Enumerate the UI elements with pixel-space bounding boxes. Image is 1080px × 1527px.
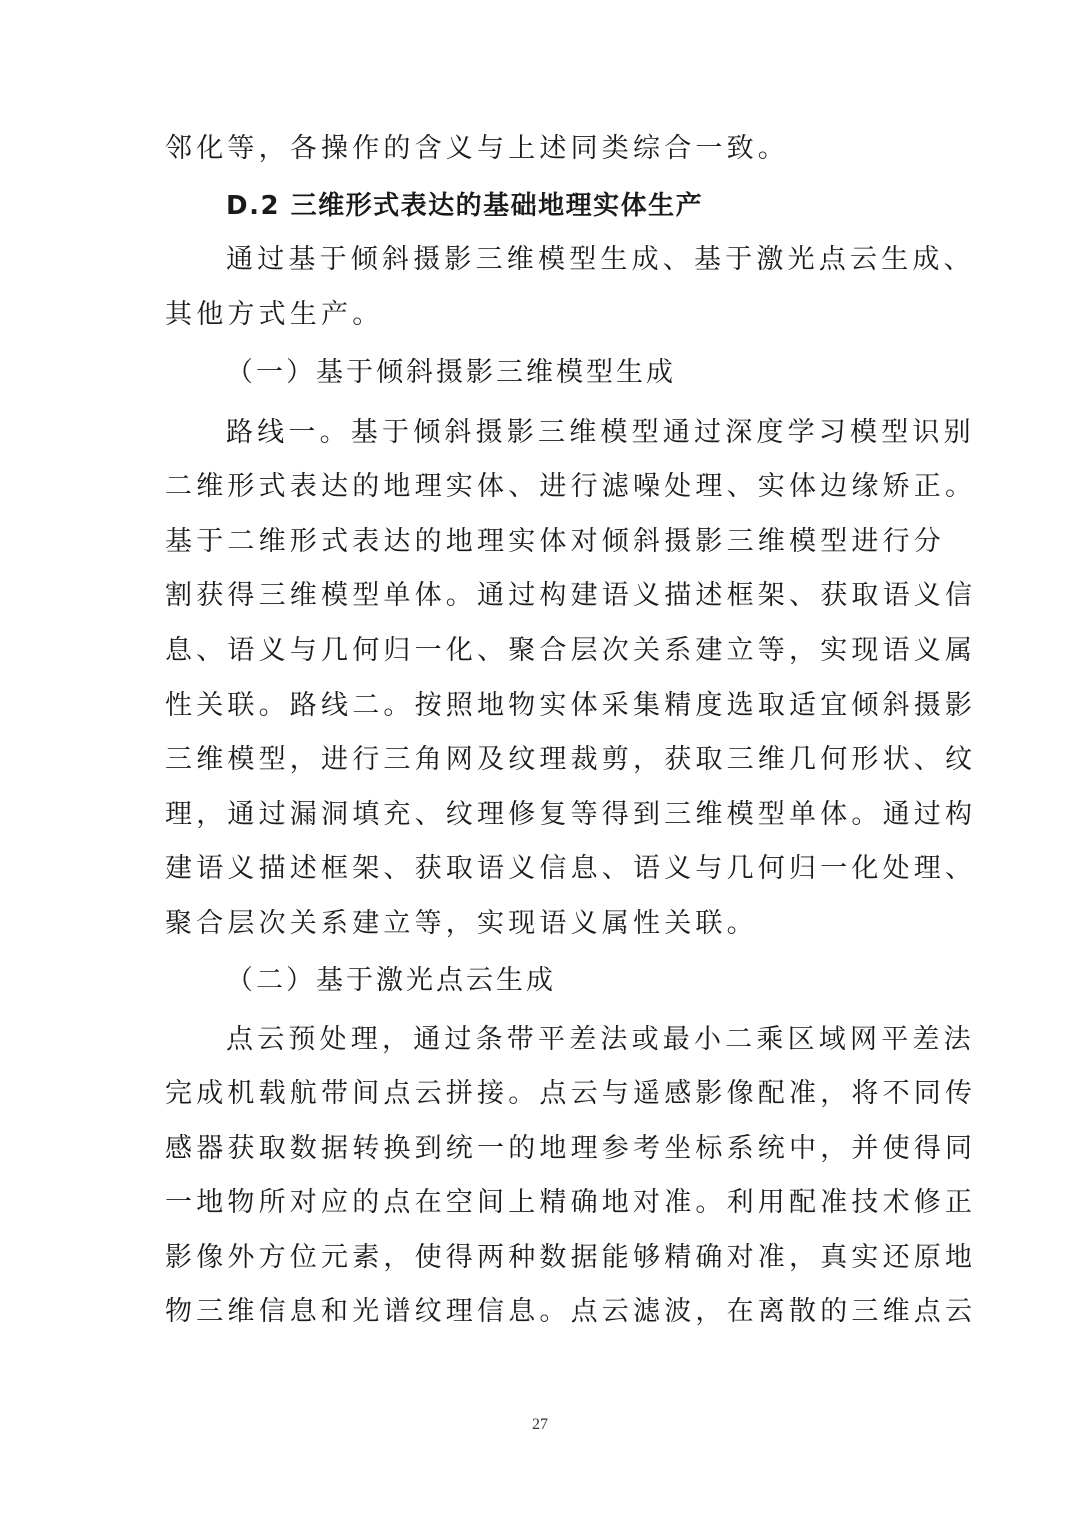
section-heading-d2: D.2 三维形式表达的基础地理实体生产 [226,191,704,221]
paragraph-line: 物三维信息和光谱纹理信息。点云滤波，在离散的三维点云 [165,1296,977,1327]
paragraph-line: 完成机载航带间点云拼接。点云与遥感影像配准，将不同传 [165,1078,977,1109]
paragraph-line: 其他方式生产。 [165,299,384,330]
page-number: 27 [532,1416,548,1433]
paragraph-line: 一地物所对应的点在空间上精确地对准。利用配准技术修正 [165,1187,977,1218]
paragraph-line: 基于二维形式表达的地理实体对倾斜摄影三维模型进行分 [165,526,945,557]
subsection-heading-2: （二）基于激光点云生成 [226,965,556,996]
subsection-heading-1: （一）基于倾斜摄影三维模型生成 [226,357,676,388]
paragraph-line: 息、语义与几何归一化、聚合层次关系建立等，实现语义属 [165,635,977,666]
paragraph-line: 通过基于倾斜摄影三维模型生成、基于激光点云生成、 [226,244,975,275]
paragraph-line: 三维模型，进行三角网及纹理裁剪，获取三维几何形状、纹 [165,744,977,775]
paragraph-line: 邻化等，各操作的含义与上述同类综合一致。 [165,133,789,164]
paragraph-line: 路线一。基于倾斜摄影三维模型通过深度学习模型识别 [226,417,975,448]
paragraph-line: 建语义描述框架、获取语义信息、语义与几何归一化处理、 [165,853,977,884]
paragraph-line: 感器获取数据转换到统一的地理参考坐标系统中，并使得同 [165,1133,977,1164]
paragraph-line: 聚合层次关系建立等，实现语义属性关联。 [165,908,758,939]
paragraph-line: 割获得三维模型单体。通过构建语义描述框架、获取语义信 [165,580,977,611]
paragraph-line: 影像外方位元素，使得两种数据能够精确对准，真实还原地 [165,1242,977,1273]
paragraph-line: 理，通过漏洞填充、纹理修复等得到三维模型单体。通过构 [165,799,977,830]
paragraph-line: 性关联。路线二。按照地物实体采集精度选取适宜倾斜摄影 [165,690,977,721]
paragraph-line: 点云预处理，通过条带平差法或最小二乘区域网平差法 [226,1024,975,1055]
paragraph-line: 二维形式表达的地理实体、进行滤噪处理、实体边缘矫正。 [165,471,977,502]
